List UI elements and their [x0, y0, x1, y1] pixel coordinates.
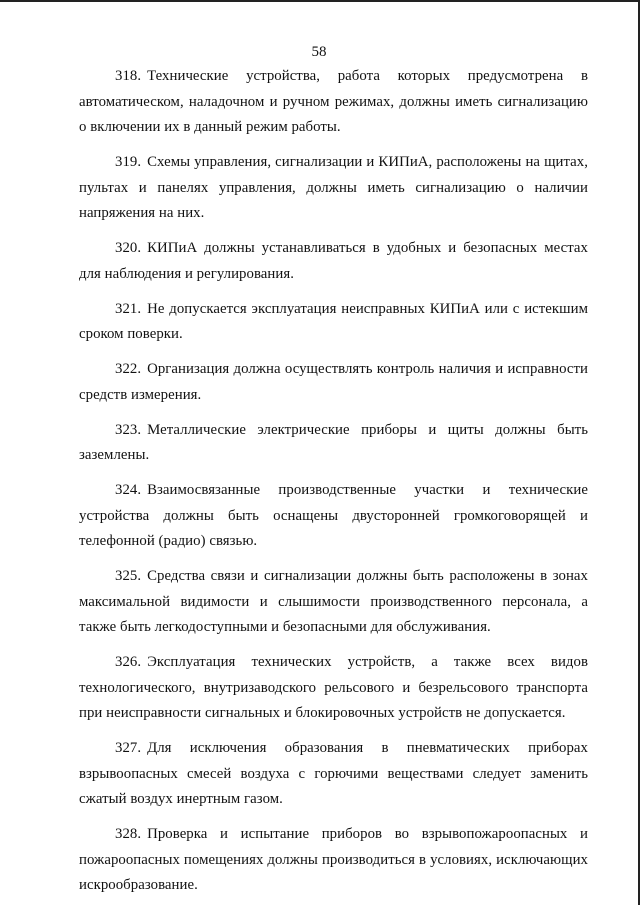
paragraph-number: 326.: [115, 654, 142, 670]
paragraph-318: [79, 64, 588, 141]
paragraph-number: 325.: [115, 568, 142, 584]
paragraph-text: Средства связи и сигнализации должны быть расположены в зонах максимальной видимости и слышимости производственного персонала, а также быть легкодоступными и безопасными для обслуживания.: [79, 568, 588, 635]
paragraph-text: Проверка и испытание приборов во взрывопожароопасных и пожароопасных помещениях должны производиться в условиях, исключающих искрообразование.: [79, 826, 588, 893]
paragraph-327: [79, 736, 588, 813]
page-number: 58: [311, 44, 327, 60]
paragraph-322: [79, 357, 588, 408]
paragraph-text: Схемы управления, сигнализации и КИПиА, расположены на щитах, пультах и панелях управления, должны иметь сигнализацию о наличии напряжения на них.: [79, 154, 588, 221]
paragraph-319: [79, 150, 588, 227]
paragraph-text: Технические устройства, работа которых предусмотрена в автоматическом, наладочном и ручном режимах, должны иметь сигнализацию о включении их в данный режим работы.: [79, 68, 588, 135]
paragraph-number: 324.: [115, 482, 142, 498]
paragraph-324: [79, 478, 588, 555]
paragraph-text: Взаимосвязанные производственные участки и технические устройства должны быть оснащены двусторонней громкоговорящей и телефонной (радио) связью.: [79, 482, 588, 549]
paragraph-text: Эксплуатация технических устройств, а также всех видов технологического, внутризаводского рельсового и безрельсового транспорта при неисправности сигнальных и блокировочных устройств не допускается.: [79, 654, 588, 721]
paragraph-text: Организация должна осуществлять контроль наличия и исправности средств измерения.: [79, 361, 588, 403]
paragraph-number: 328.: [115, 826, 142, 842]
paragraph-number: 327.: [115, 740, 142, 756]
paragraph-323: [79, 418, 588, 469]
paragraph-text: КИПиА должны устанавливаться в удобных и безопасных местах для наблюдения и регулирования.: [79, 240, 588, 282]
paragraph-326: [79, 650, 588, 727]
paragraph-number: 320.: [115, 240, 142, 256]
document-body: [79, 64, 588, 905]
paragraph-number: 323.: [115, 421, 142, 438]
paragraph-328: [79, 822, 588, 899]
paragraph-320: [79, 236, 588, 287]
paragraph-text: Для исключения образования в пневматических приборах взрывоопасных смесей воздуха с горючими веществами следует заменить сжатый воздух инертным газом.: [79, 740, 588, 807]
paragraph-text: Не допускается эксплуатация неисправных КИПиА или с истекшим сроком поверки.: [79, 300, 588, 342]
paragraph-text: Металлические электрические приборы и щиты должны быть заземлены.: [79, 421, 588, 463]
paragraph-325: [79, 564, 588, 641]
paragraph-number: 321.: [115, 300, 142, 317]
paragraph-number: 322.: [115, 361, 142, 377]
paragraph-number: 318.: [115, 68, 142, 84]
paragraph-number: 319.: [115, 154, 142, 170]
paragraph-321: [79, 297, 588, 348]
